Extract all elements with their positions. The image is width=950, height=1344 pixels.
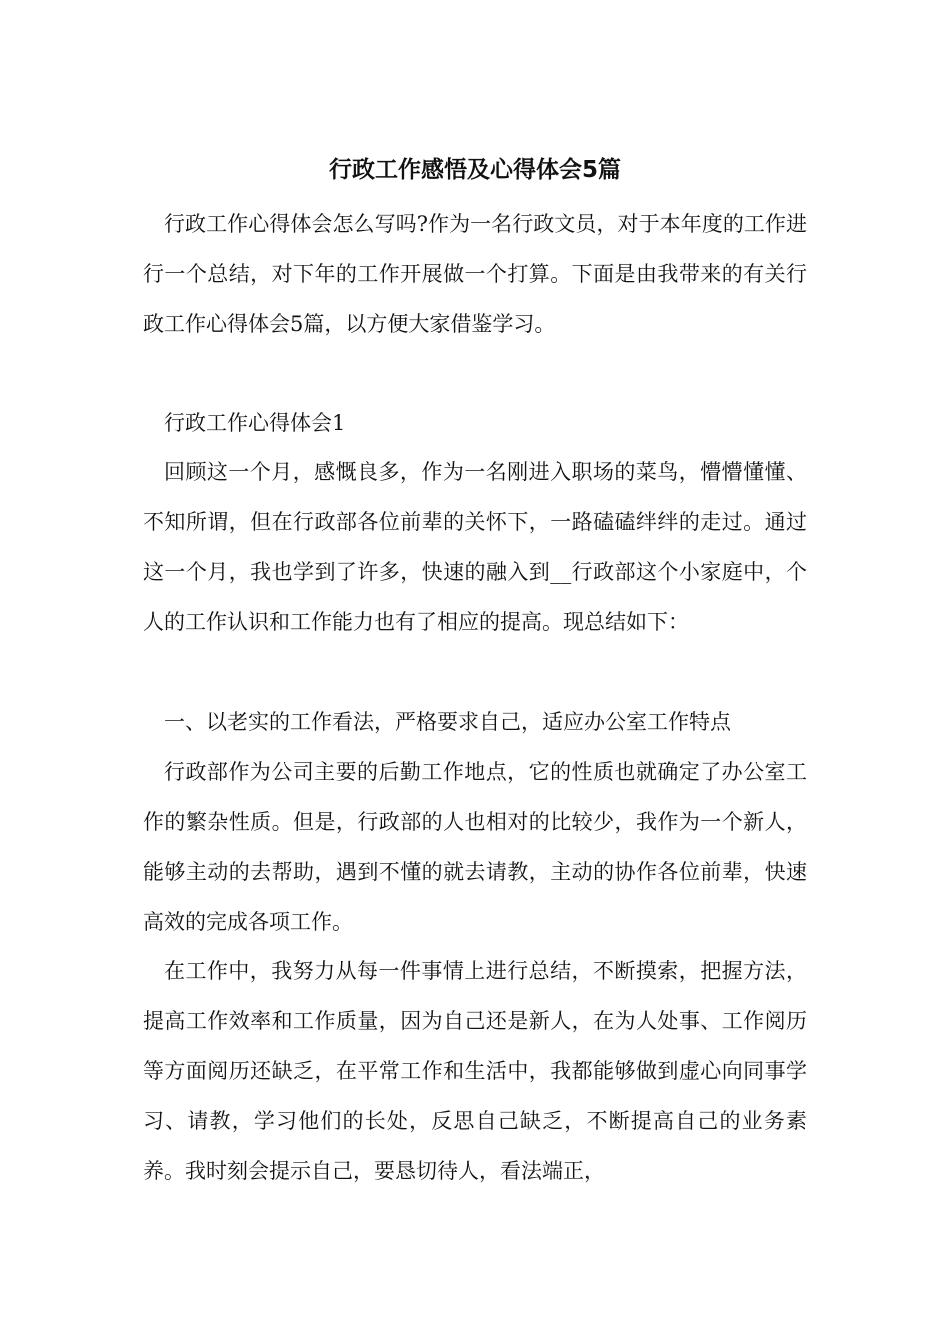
subheading-1: 一、以老实的工作看法，严格要求自己，适应办公室工作特点 (164, 710, 731, 734)
body-paragraph-3: 在工作中，我努力从每一件事情上进行总结，不断摸索，把握方法，提高工作效率和工作质量，因为自己还是新人，在为人处事、工作阅历等方面阅历还缺乏，在平常工作和生活中，我都能够做到虚心向同事学习、请教，学习他们的长处，反思自己缺乏，不断提高自己的业务素养。我时刻会提示自己，要恳切待人，看法端正， (143, 959, 807, 1183)
section-heading: 行政工作心得体会1 (164, 411, 346, 435)
body-paragraph-1: 回顾这一个月，感慨良多，作为一名刚进入职场的菜鸟，懵懵懂懂、不知所谓，但在行政部各位前辈的关怀下，一路磕磕绊绊的走过。通过这一个月，我也学到了许多，快速的融入到__行政部这个小家庭中，个人的工作认识和工作能力也有了相应的提高。现总结如下： (143, 460, 807, 634)
body-paragraph-2: 行政部作为公司主要的后勤工作地点，它的性质也就确定了办公室工作的繁杂性质。但是，行政部的人也相对的比较少，我作为一个新人，能够主动的去帮助，遇到不懂的就去请教，主动的协作各位前辈，快速高效的完成各项工作。 (143, 760, 807, 934)
intro-paragraph: 行政工作心得体会怎么写吗?作为一名行政文员，对于本年度的工作进行一个总结，对下年的工作开展做一个打算。下面是由我带来的有关行政工作心得体会5篇，以方便大家借鉴学习。 (143, 212, 807, 336)
document-title: 行政工作感悟及心得体会5篇 (328, 157, 621, 183)
